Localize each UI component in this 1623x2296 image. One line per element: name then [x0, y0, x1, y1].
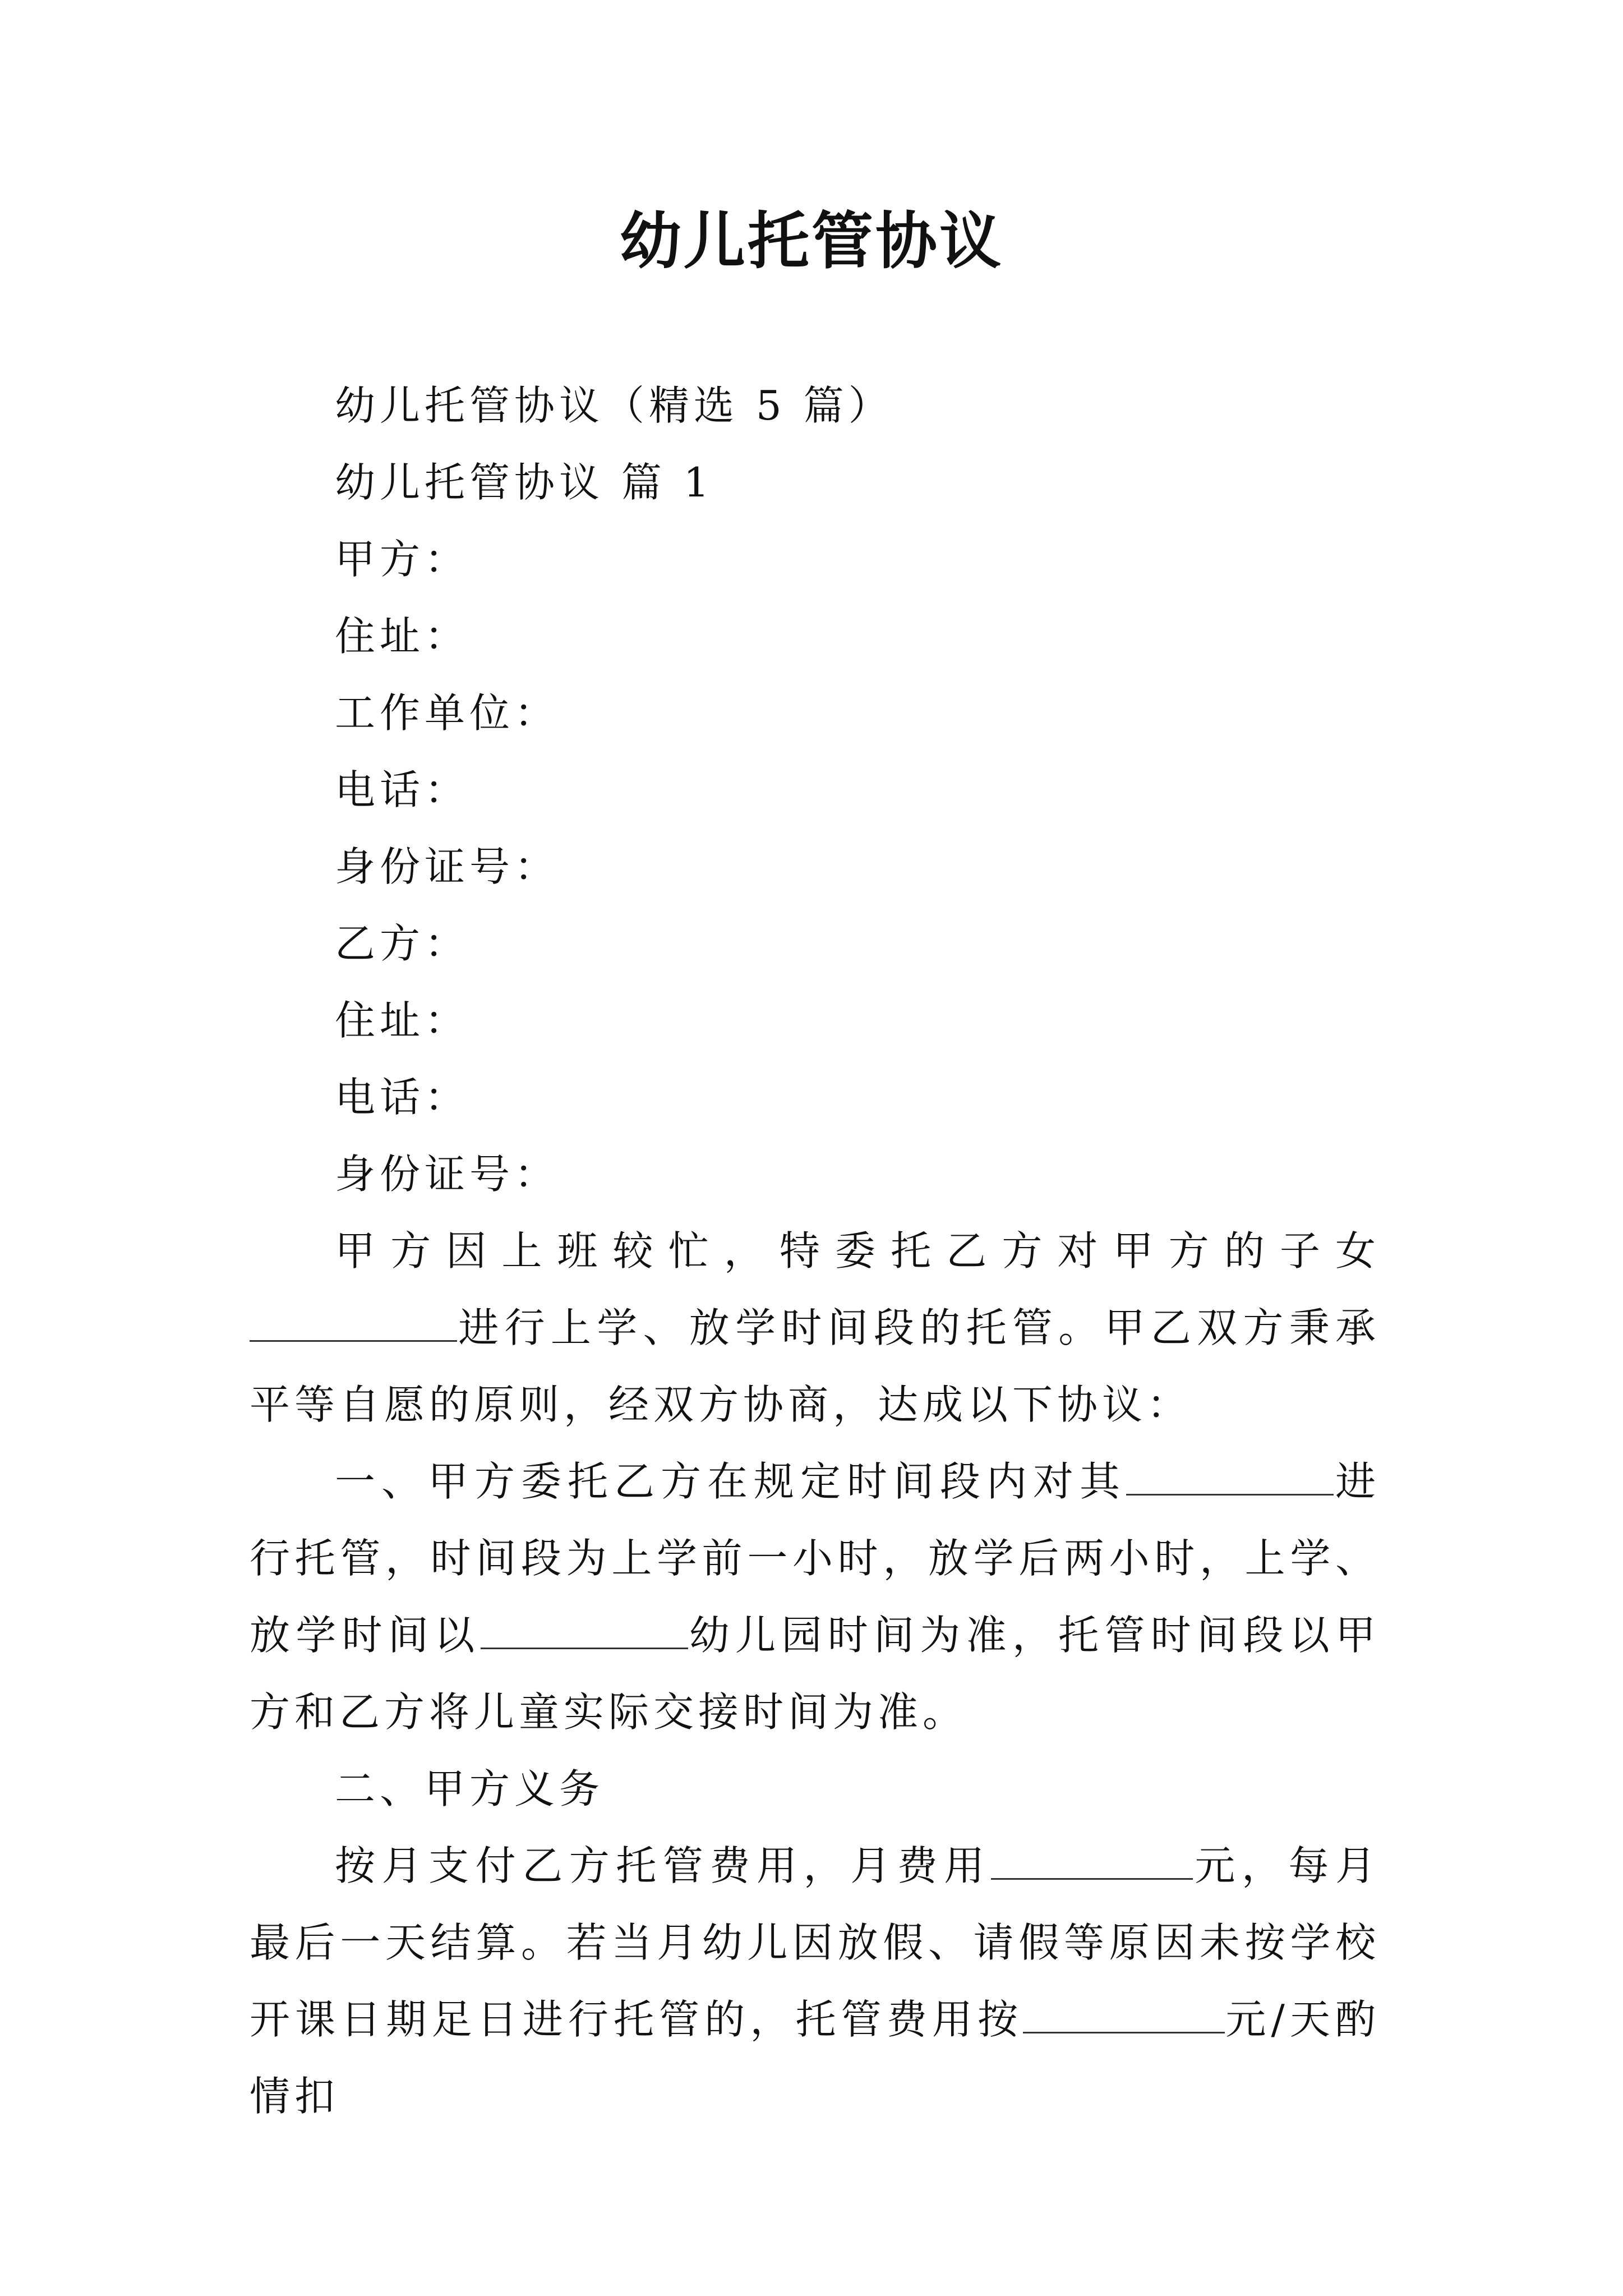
- clause-2-heading: 二、甲方义务: [335, 1765, 605, 1812]
- subtitle: 幼儿托管协议（精选 5 篇）: [335, 382, 893, 429]
- child-name-blank: [250, 1308, 457, 1342]
- clause-1-paragraph: [250, 1443, 1380, 1751]
- party-a-employer-label: 工作单位：: [335, 689, 560, 737]
- document-title: 幼儿托管协议: [620, 205, 1003, 277]
- clause-1-text-3: 幼儿园时间为准，托管时间段以甲方和乙方将儿童实际交接时间为准。: [250, 1612, 1380, 1736]
- party-b-phone-label: 电话：: [335, 1074, 470, 1121]
- document-body: [250, 367, 1380, 2135]
- party-a-phone-label: 电话：: [335, 766, 470, 813]
- clause-1-text-2: 进行托管，时间段为上学前一小时，放学后两小时，上学、放学时间以: [250, 1458, 1380, 1659]
- intro-paragraph: [250, 1213, 1380, 1443]
- clause-2-text-2: 元，每月最后一天结算。若当月幼儿因放假、请假等原因未按学校开课日期足日进行托管的，托管费用按: [250, 1842, 1380, 2043]
- clause-1-text-1: 一、甲方委托乙方在规定时间段内对其: [335, 1458, 1126, 1505]
- party-a-label: 甲方：: [335, 536, 470, 583]
- party-b-id-label: 身份证号：: [335, 1151, 560, 1198]
- intro-text-1: 甲方因上班较忙，特委托乙方对甲方的子女: [335, 1227, 1380, 1274]
- party-b-address-label: 住址：: [335, 997, 470, 1044]
- section-heading: 幼儿托管协议 篇 1: [335, 459, 714, 506]
- party-b-label: 乙方：: [335, 920, 470, 967]
- child-blank: [1126, 1461, 1334, 1496]
- clause-2-paragraph: [250, 1828, 1380, 2135]
- clause-2-text-3: 元/天酌情扣: [250, 1996, 1380, 2120]
- kindergarten-blank: [481, 1615, 688, 1649]
- party-a-address-label: 住址：: [335, 613, 470, 660]
- clause-2-text-1: 按月支付乙方托管费用，月费用: [335, 1842, 991, 1889]
- intro-text-2: 进行上学、放学时间段的托管。甲乙双方秉承平等自愿的原则，经双方协商，达成以下协议：: [250, 1304, 1380, 1428]
- monthly-fee-blank: [991, 1846, 1193, 1880]
- party-a-id-label: 身份证号：: [335, 843, 560, 890]
- daily-fee-blank: [1023, 1999, 1225, 2033]
